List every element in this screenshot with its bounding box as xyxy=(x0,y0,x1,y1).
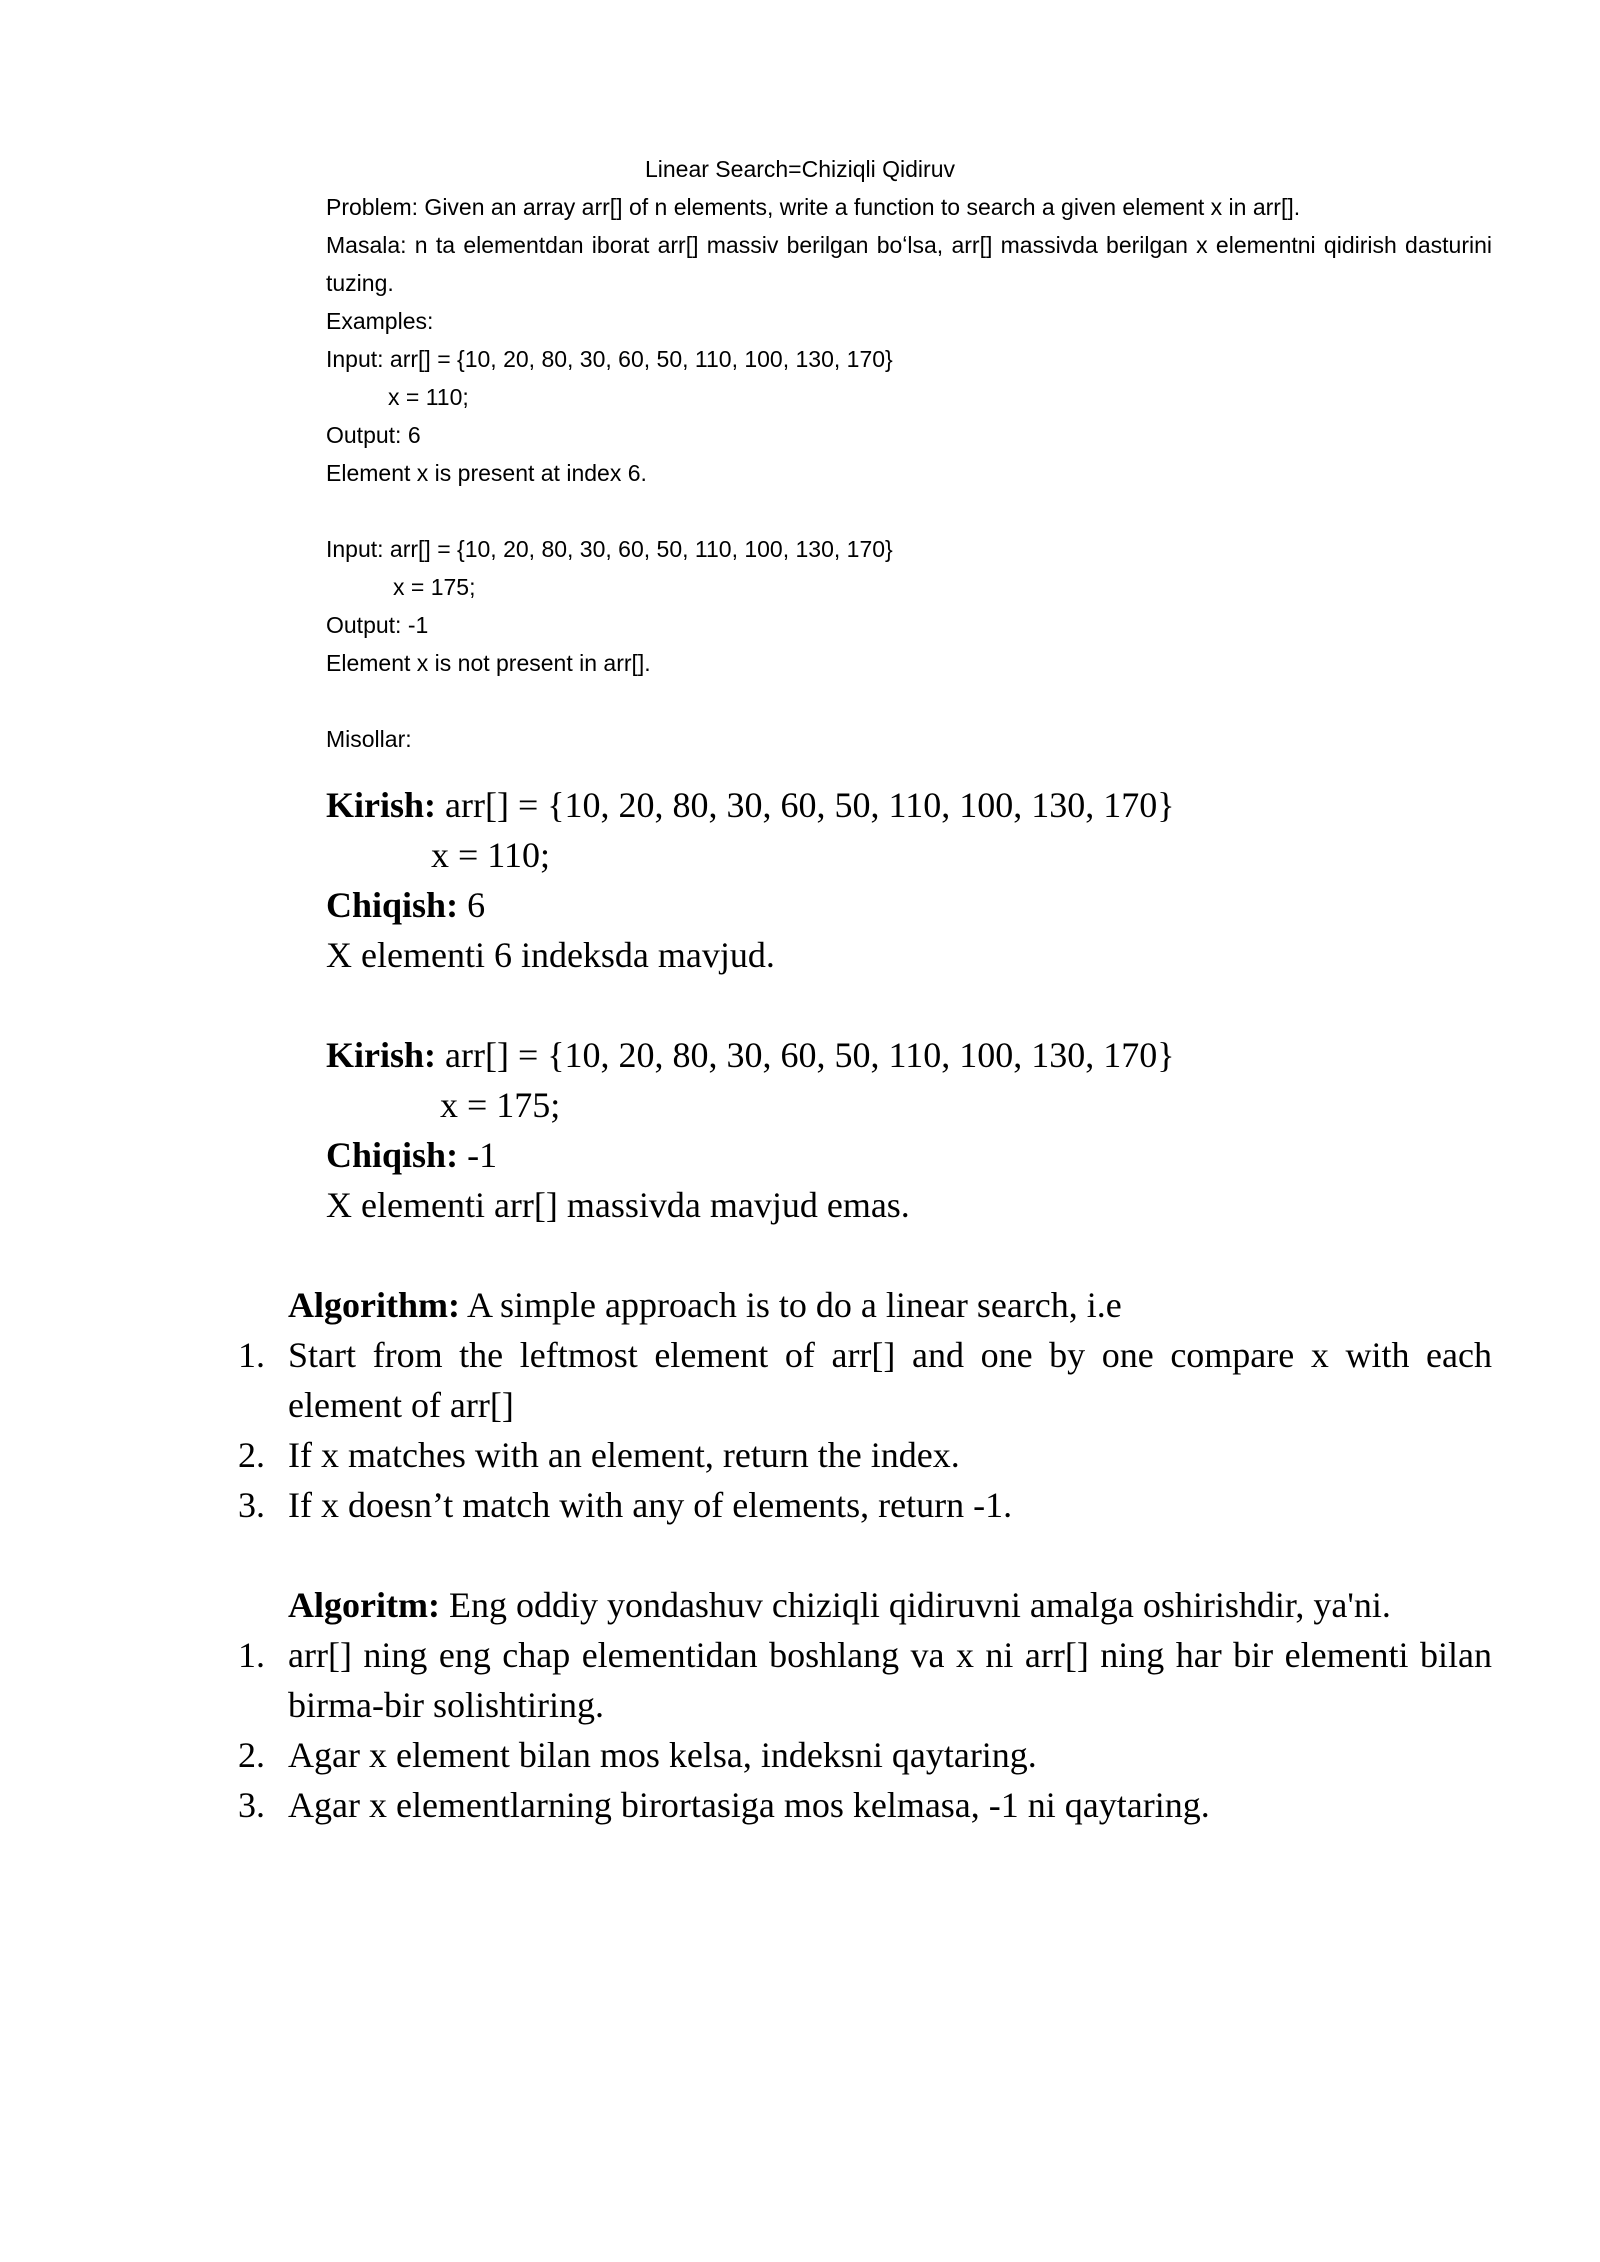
step-number: 3. xyxy=(238,1485,265,1525)
spacer xyxy=(230,492,1492,530)
algorithm-uz-label: Algoritm: xyxy=(288,1585,440,1625)
misol2-kirish xyxy=(326,1030,1492,1080)
misol1-kirish xyxy=(326,780,1492,830)
list-item xyxy=(230,1780,1492,1830)
kirish-label: Kirish: xyxy=(326,1035,437,1075)
step-text: Agar x elementlarning birortasiga mos kelmasa, -1 ni qaytaring. xyxy=(288,1785,1210,1825)
chiqish-label: Chiqish: xyxy=(326,885,459,925)
list-item xyxy=(230,1630,1492,1730)
step-number: 3. xyxy=(238,1785,265,1825)
spacer xyxy=(230,682,1492,720)
example2-note: Element x is not present in arr[]. xyxy=(326,650,651,676)
problem-text: Problem: Given an array arr[] of n elements, write a function to search a given element x in arr[]. xyxy=(326,194,1301,220)
example2-x: x = 175; xyxy=(393,574,476,600)
step-text: arr[] ning eng chap elementidan boshlang va x ni arr[] ning har bir elementi bilan birma-bir solishtiring. xyxy=(288,1635,1492,1725)
algorithm-en-steps xyxy=(230,1330,1492,1530)
step-text: If x matches with an element, return the index. xyxy=(288,1435,960,1475)
list-item xyxy=(230,1430,1492,1480)
step-text: Start from the leftmost element of arr[] and one by one compare x with each element of arr[] xyxy=(288,1335,1492,1425)
step-text: Agar x element bilan mos kelsa, indeksni qaytaring. xyxy=(288,1735,1037,1775)
page-title: Linear Search=Chiziqli Qidiruv xyxy=(644,156,955,182)
algorithm-uz-heading xyxy=(230,1580,1492,1630)
misol1-note: X elementi 6 indeksda mavjud. xyxy=(326,935,775,975)
chiqish-value: 6 xyxy=(458,885,486,925)
misol2-chiqish xyxy=(326,1130,1492,1180)
list-item xyxy=(230,1730,1492,1780)
spacer xyxy=(326,980,1492,1030)
example1-output: Output: 6 xyxy=(326,422,421,448)
list-item xyxy=(230,1330,1492,1430)
chiqish-label: Chiqish: xyxy=(326,1135,459,1175)
step-number: 2. xyxy=(238,1435,265,1475)
step-number: 2. xyxy=(238,1735,265,1775)
examples-label: Examples: xyxy=(326,308,434,334)
uzbek-examples xyxy=(326,780,1492,1230)
kirish-label: Kirish: xyxy=(326,785,437,825)
example2-output: Output: -1 xyxy=(326,612,429,638)
kirish-value: arr[] = {10, 20, 80, 30, 60, 50, 110, 100, 130, 170} xyxy=(436,1035,1175,1075)
misol1-chiqish xyxy=(326,880,1492,930)
example2-input: Input: arr[] = {10, 20, 80, 30, 60, 50, 110, 100, 130, 170} xyxy=(326,536,893,562)
misol2-note: X elementi arr[] massivda mavjud emas. xyxy=(326,1185,910,1225)
algorithm-uz-steps xyxy=(230,1630,1492,1830)
algorithm-en-heading xyxy=(230,1280,1492,1330)
step-number: 1. xyxy=(238,1335,265,1375)
algorithm-en-label: Algorithm: xyxy=(288,1285,460,1325)
algorithm-section xyxy=(230,1280,1492,1830)
masala-text: Masala: n ta elementdan iborat arr[] massiv berilgan boʻlsa, arr[] massivda berilgan x elementni qidirish dasturini tuzing. xyxy=(326,232,1492,296)
example1-note: Element x is present at index 6. xyxy=(326,460,647,486)
example1-x: x = 110; xyxy=(388,384,469,410)
list-item xyxy=(230,1480,1492,1530)
example1-input: Input: arr[] = {10, 20, 80, 30, 60, 50, 110, 100, 130, 170} xyxy=(326,346,893,372)
algorithm-en-intro: A simple approach is to do a linear search, i.e xyxy=(459,1285,1122,1325)
spacer xyxy=(230,1530,1492,1580)
misol2-x: x = 175; xyxy=(440,1085,561,1125)
step-text: If x doesn’t match with any of elements, return -1. xyxy=(288,1485,1013,1525)
chiqish-value: -1 xyxy=(458,1135,498,1175)
english-section xyxy=(230,188,1492,758)
misollar-label: Misollar: xyxy=(326,726,412,752)
algorithm-uz-intro: Eng oddiy yondashuv chiziqli qidiruvni amalga oshirishdir, ya'ni. xyxy=(439,1585,1391,1625)
step-number: 1. xyxy=(238,1635,265,1675)
kirish-value: arr[] = {10, 20, 80, 30, 60, 50, 110, 100, 130, 170} xyxy=(436,785,1175,825)
misol1-x: x = 110; xyxy=(431,835,550,875)
